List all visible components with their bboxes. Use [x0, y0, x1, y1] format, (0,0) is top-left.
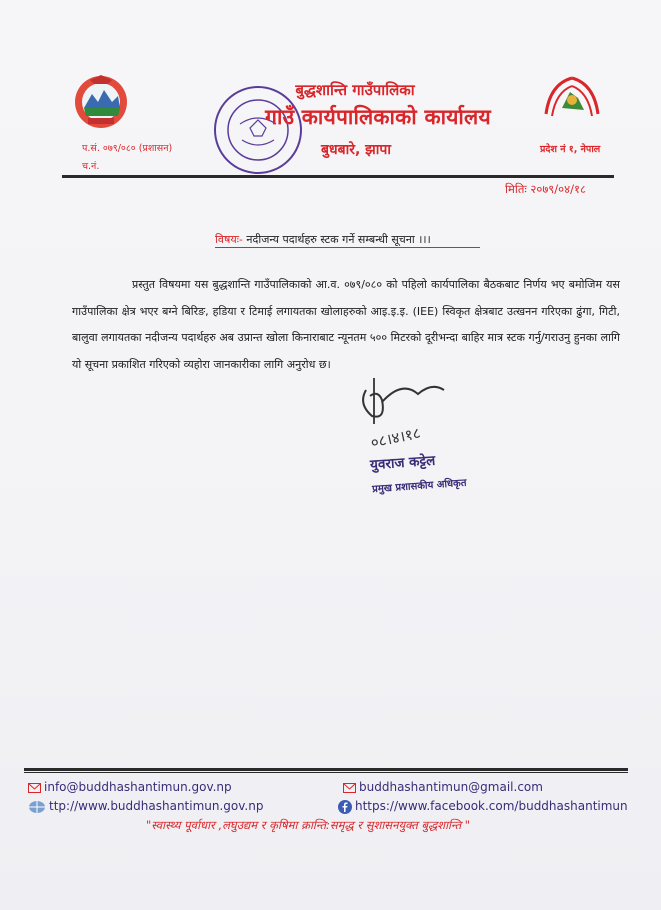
- signatory-title: प्रमुख प्रशासकीय अधिकृत: [371, 477, 467, 496]
- footer-email-gmail-text: buddhashantimun@gmail.com: [359, 780, 543, 794]
- subject-label: विषयः-: [215, 233, 243, 246]
- footer-email-info[interactable]: [28, 780, 232, 794]
- subject-text: नदीजन्य पदार्थहरु स्टक गर्ने सम्बन्धी सूचना ।।।: [242, 233, 431, 246]
- facebook-icon: [338, 800, 352, 814]
- province-label: प्रदेश नं १, नेपाल: [540, 144, 601, 155]
- letter-body-text: प्रस्तुत विषयमा यस बुद्धशान्ति गाउँपालिकाको आ.व. ०७९/०८० को पहिलो कार्यपालिका बैठकबाट निर्णय भए बमोजिम यस गाउँपालिका क्षेत्र भएर बग्ने बिरिङ, हडिया र टिमाई लगायतका खोलाहरुको आइ.इ.इ. (IEE) स्विकृत क्षेत्रबाट उत्खनन गरिएका ढुंगा, गिटी, बालुवा लगायतका नदीजन्य पदार्थहरु अब उप्रान्त खोला किनाराबाट न्यूनतम ५०० मिटरको दूरीभन्दा बाहिर मात्र स्टक गर्नु/गराउनु हुनका लागि यो सूचना प्रकाशित गरिएको व्यहोरा जानकारीका लागि अनुरोध छ।: [72, 278, 621, 371]
- svg-text:०८।४।१८: ०८।४।१८: [369, 423, 423, 452]
- subject-underline: [215, 247, 480, 248]
- office-name: गाउँ कार्यपालिकाको कार्यालय: [265, 105, 491, 129]
- handwritten-signature: [352, 360, 512, 460]
- mail-icon: [28, 783, 41, 793]
- dispatch-number: च.नं.: [82, 161, 100, 172]
- municipality-name: बुद्धशान्ति गाउँपालिका: [295, 81, 415, 99]
- mail-icon: [343, 783, 356, 793]
- office-address: बुधबारे, झापा: [321, 142, 391, 158]
- reference-number: प.सं. ०७९/०८० (प्रशासन): [82, 143, 173, 154]
- municipality-logo-icon: [540, 70, 604, 122]
- letter-body: [72, 272, 620, 378]
- globe-icon: [28, 800, 46, 814]
- footer-divider-thin: [24, 772, 628, 773]
- footer-website[interactable]: [28, 799, 263, 814]
- footer-slogan: "स्वास्थ्य पूर्वाधार ,लघुउद्यम र कृषिमा क्रान्ति:समृद्ध र सुशासनयुक्त बुद्धशान्ति ": [146, 818, 471, 832]
- footer-facebook[interactable]: [338, 799, 628, 814]
- footer-website-text: ttp://www.buddhashantimun.gov.np: [49, 799, 264, 813]
- letter-date: मितिः २०७९/०४/१८: [505, 182, 586, 196]
- nepal-emblem-icon: [70, 72, 132, 130]
- footer-email-info-text: info@buddhashantimun.gov.np: [44, 780, 232, 794]
- footer-email-gmail[interactable]: [343, 780, 543, 794]
- footer-facebook-text: https://www.facebook.com/buddhashantimun: [355, 799, 628, 813]
- footer-divider: [24, 768, 628, 771]
- signatory-name: युवराज कट्टेल: [369, 452, 436, 474]
- header-divider: [62, 175, 614, 178]
- subject-line: [215, 232, 431, 247]
